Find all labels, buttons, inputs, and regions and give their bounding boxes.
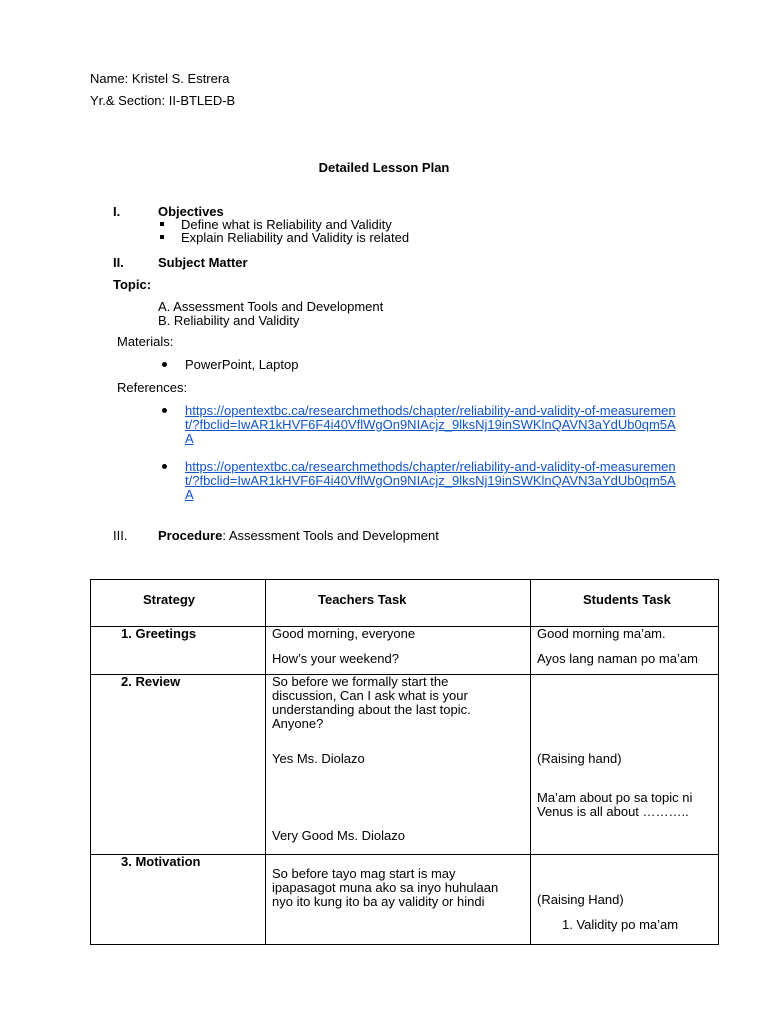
header-strategy: Strategy xyxy=(143,592,196,607)
header-cell xyxy=(531,580,719,627)
strategy-cell xyxy=(91,855,266,945)
header-cell xyxy=(266,580,531,627)
bullet-icon xyxy=(162,362,167,367)
student-text: Ma’am about po sa topic ni Venus is all about ……….. xyxy=(537,790,693,819)
year-section: Yr.& Section: II-BTLED-B xyxy=(90,93,236,108)
procedure-line xyxy=(158,529,439,543)
table-row xyxy=(91,627,719,675)
reference-link[interactable]: https://opentextbc.ca/researchmethods/chapter/reliability-and-validity-of-measurement/?fbclid=IwAR1kHVF6F4i40VflWgOn9NIAcjz_9lksNj19inSWKlnQAVN3aYdUb0qm5AA xyxy=(185,403,676,446)
strategy-label: 3. Motivation xyxy=(121,854,201,869)
section-number-subject: II. xyxy=(113,255,124,270)
document-title: Detailed Lesson Plan xyxy=(318,160,450,175)
teacher-text: Very Good Ms. Diolazo xyxy=(272,828,405,843)
student-text: Good morning ma’am. xyxy=(537,626,666,641)
header-teachers-task: Teachers Task xyxy=(318,592,407,607)
objective-item: Define what is Reliability and Validity xyxy=(181,217,392,232)
table-row xyxy=(91,855,719,945)
teacher-cell xyxy=(266,855,531,945)
topic-item: B. Reliability and Validity xyxy=(158,313,300,328)
strategy-label: 2. Review xyxy=(121,674,181,689)
section-number-objectives: I. xyxy=(113,204,121,219)
square-bullet-icon xyxy=(160,235,164,239)
procedure-heading: Procedure xyxy=(158,528,223,543)
table-header-row xyxy=(91,580,719,627)
header-students-task: Students Task xyxy=(583,592,671,607)
strategy-label: 1. Greetings xyxy=(121,626,197,641)
materials-label: Materials: xyxy=(117,334,174,349)
student-text: (Raising hand) xyxy=(537,751,622,766)
teacher-text: So before we formally start the discussion, Can I ask what is your understanding about the last topic. Anyone? xyxy=(272,674,471,731)
teacher-text: Yes Ms. Diolazo xyxy=(272,751,365,766)
student-cell xyxy=(531,855,719,945)
lesson-procedure-table xyxy=(90,579,719,945)
table-row xyxy=(91,675,719,855)
reference-link[interactable]: https://opentextbc.ca/researchmethods/chapter/reliability-and-validity-of-measurement/?fbclid=IwAR1kHVF6F4i40VflWgOn9NIAcjz_9lksNj19inSWKlnQAVN3aYdUb0qm5AA xyxy=(185,459,676,502)
bullet-icon xyxy=(162,464,167,469)
student-text: 1. Validity po ma’am xyxy=(562,917,679,932)
objectives-heading: Objectives xyxy=(158,204,224,219)
strategy-cell xyxy=(91,627,266,675)
teacher-cell xyxy=(266,675,531,855)
materials-item: PowerPoint, Laptop xyxy=(185,357,299,372)
square-bullet-icon xyxy=(160,222,164,226)
subject-matter-heading: Subject Matter xyxy=(158,255,248,270)
student-name: Name: Kristel S. Estrera xyxy=(90,71,230,86)
teacher-text: So before tayo mag start is may ipapasagot muna ako sa inyo huhulaan nyo ito kung ito ba ay validity or hindi xyxy=(272,866,499,909)
strategy-cell xyxy=(91,675,266,855)
references-label: References: xyxy=(117,380,188,395)
objective-item: Explain Reliability and Validity is related xyxy=(181,230,410,245)
procedure-topic: : Assessment Tools and Development xyxy=(222,528,439,543)
student-cell xyxy=(531,627,719,675)
student-text: (Raising Hand) xyxy=(537,892,624,907)
teacher-text: How’s your weekend? xyxy=(272,651,399,666)
teacher-cell xyxy=(266,627,531,675)
bullet-icon xyxy=(162,408,167,413)
topic-item: A. Assessment Tools and Development xyxy=(158,299,384,314)
student-cell xyxy=(531,675,719,855)
student-text: Ayos lang naman po ma’am xyxy=(537,651,698,666)
topic-label: Topic: xyxy=(113,277,152,292)
teacher-text: Good morning, everyone xyxy=(272,626,416,641)
header-cell xyxy=(91,580,266,627)
section-number-procedure: III. xyxy=(113,528,128,543)
